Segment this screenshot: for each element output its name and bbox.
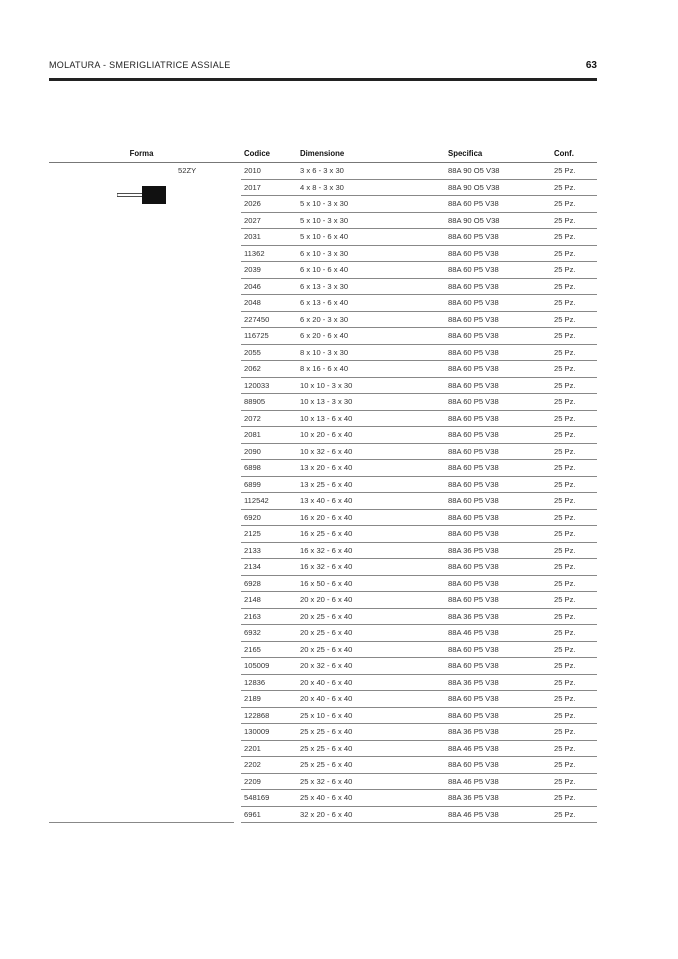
specifica-cell: 88A 60 P5 V38 (445, 493, 551, 510)
codice-cell: 116725 (241, 328, 297, 345)
conf-cell: 25 Pz. (551, 757, 597, 774)
conf-cell: 25 Pz. (551, 707, 597, 724)
conf-cell: 25 Pz. (551, 179, 597, 196)
forma-cell (49, 163, 234, 823)
conf-cell: 25 Pz. (551, 575, 597, 592)
conf-cell: 25 Pz. (551, 790, 597, 807)
codice-cell: 227450 (241, 311, 297, 328)
conf-cell: 25 Pz. (551, 344, 597, 361)
codice-cell: 112542 (241, 493, 297, 510)
conf-cell: 25 Pz. (551, 443, 597, 460)
specifica-cell: 88A 60 P5 V38 (445, 410, 551, 427)
conf-cell: 25 Pz. (551, 493, 597, 510)
dimensione-cell: 13 x 40 - 6 x 40 (297, 493, 445, 510)
conf-cell: 25 Pz. (551, 295, 597, 312)
codice-cell: 2090 (241, 443, 297, 460)
codice-cell: 120033 (241, 377, 297, 394)
dimensione-cell: 20 x 40 - 6 x 40 (297, 674, 445, 691)
column-header-codice: Codice (241, 146, 297, 163)
dimensione-cell: 5 x 10 - 3 x 30 (297, 196, 445, 213)
dimensione-cell: 16 x 50 - 6 x 40 (297, 575, 445, 592)
specifica-cell: 88A 60 P5 V38 (445, 509, 551, 526)
specifica-cell: 88A 46 P5 V38 (445, 625, 551, 642)
specifica-cell: 88A 60 P5 V38 (445, 245, 551, 262)
specifica-cell: 88A 60 P5 V38 (445, 394, 551, 411)
dimensione-cell: 8 x 10 - 3 x 30 (297, 344, 445, 361)
table-body (49, 163, 597, 823)
conf-cell: 25 Pz. (551, 542, 597, 559)
conf-cell: 25 Pz. (551, 641, 597, 658)
table-header-row (49, 146, 597, 163)
dimensione-cell: 25 x 32 - 6 x 40 (297, 773, 445, 790)
product-table (49, 146, 597, 823)
specifica-cell: 88A 60 P5 V38 (445, 311, 551, 328)
dimensione-cell: 13 x 20 - 6 x 40 (297, 460, 445, 477)
conf-cell: 25 Pz. (551, 509, 597, 526)
codice-cell: 2017 (241, 179, 297, 196)
section-title: MOLATURA - SMERIGLIATRICE ASSIALE (49, 60, 231, 70)
specifica-cell: 88A 60 P5 V38 (445, 196, 551, 213)
codice-cell: 11362 (241, 245, 297, 262)
dimensione-cell: 16 x 32 - 6 x 40 (297, 542, 445, 559)
specifica-cell: 88A 46 P5 V38 (445, 773, 551, 790)
specifica-cell: 88A 60 P5 V38 (445, 592, 551, 609)
codice-cell: 2027 (241, 212, 297, 229)
codice-cell: 2031 (241, 229, 297, 246)
codice-cell: 2062 (241, 361, 297, 378)
dimensione-cell: 6 x 10 - 6 x 40 (297, 262, 445, 279)
dimensione-cell: 6 x 10 - 3 x 30 (297, 245, 445, 262)
codice-cell: 6920 (241, 509, 297, 526)
specifica-cell: 88A 60 P5 V38 (445, 575, 551, 592)
dimensione-cell: 25 x 25 - 6 x 40 (297, 724, 445, 741)
conf-cell: 25 Pz. (551, 773, 597, 790)
dimensione-cell: 13 x 25 - 6 x 40 (297, 476, 445, 493)
codice-cell: 6899 (241, 476, 297, 493)
specifica-cell: 88A 60 P5 V38 (445, 526, 551, 543)
specifica-cell: 88A 60 P5 V38 (445, 443, 551, 460)
conf-cell: 25 Pz. (551, 740, 597, 757)
codice-cell: 6932 (241, 625, 297, 642)
dimensione-cell: 10 x 13 - 3 x 30 (297, 394, 445, 411)
conf-cell: 25 Pz. (551, 262, 597, 279)
specifica-cell: 88A 60 P5 V38 (445, 691, 551, 708)
codice-cell: 2010 (241, 163, 297, 180)
specifica-cell: 88A 60 P5 V38 (445, 559, 551, 576)
specifica-cell: 88A 60 P5 V38 (445, 757, 551, 774)
conf-cell: 25 Pz. (551, 377, 597, 394)
codice-cell: 2048 (241, 295, 297, 312)
specifica-cell: 88A 60 P5 V38 (445, 262, 551, 279)
dimensione-cell: 25 x 25 - 6 x 40 (297, 757, 445, 774)
dimensione-cell: 5 x 10 - 3 x 30 (297, 212, 445, 229)
page-number: 63 (585, 60, 597, 71)
conf-cell: 25 Pz. (551, 328, 597, 345)
conf-cell: 25 Pz. (551, 658, 597, 675)
codice-cell: 2072 (241, 410, 297, 427)
specifica-cell: 88A 60 P5 V38 (445, 658, 551, 675)
codice-cell: 2134 (241, 559, 297, 576)
codice-cell: 2133 (241, 542, 297, 559)
codice-cell: 2209 (241, 773, 297, 790)
dimensione-cell: 4 x 8 - 3 x 30 (297, 179, 445, 196)
dimensione-cell: 3 x 6 - 3 x 30 (297, 163, 445, 180)
codice-cell: 548169 (241, 790, 297, 807)
column-header-conf: Conf. (551, 146, 597, 163)
specifica-cell: 88A 60 P5 V38 (445, 361, 551, 378)
dimensione-cell: 25 x 10 - 6 x 40 (297, 707, 445, 724)
conf-cell: 25 Pz. (551, 806, 597, 823)
codice-cell: 2202 (241, 757, 297, 774)
dimensione-cell: 8 x 16 - 6 x 40 (297, 361, 445, 378)
codice-cell: 6928 (241, 575, 297, 592)
conf-cell: 25 Pz. (551, 625, 597, 642)
dimensione-cell: 16 x 25 - 6 x 40 (297, 526, 445, 543)
dimensione-cell: 10 x 20 - 6 x 40 (297, 427, 445, 444)
conf-cell: 25 Pz. (551, 427, 597, 444)
codice-cell: 2163 (241, 608, 297, 625)
conf-cell: 25 Pz. (551, 361, 597, 378)
codice-cell: 2039 (241, 262, 297, 279)
conf-cell: 25 Pz. (551, 592, 597, 609)
conf-cell: 25 Pz. (551, 410, 597, 427)
dimensione-cell: 25 x 40 - 6 x 40 (297, 790, 445, 807)
conf-cell: 25 Pz. (551, 608, 597, 625)
specifica-cell: 88A 90 O5 V38 (445, 212, 551, 229)
specifica-cell: 88A 36 P5 V38 (445, 542, 551, 559)
specifica-cell: 88A 46 P5 V38 (445, 806, 551, 823)
dimensione-cell: 25 x 25 - 6 x 40 (297, 740, 445, 757)
column-header-forma: Forma (49, 146, 234, 163)
specifica-cell: 88A 90 O5 V38 (445, 163, 551, 180)
codice-cell: 2165 (241, 641, 297, 658)
codice-cell: 2125 (241, 526, 297, 543)
conf-cell: 25 Pz. (551, 674, 597, 691)
conf-cell: 25 Pz. (551, 163, 597, 180)
specifica-cell: 88A 36 P5 V38 (445, 724, 551, 741)
mounted-point-cylinder-icon (117, 184, 169, 206)
specifica-cell: 88A 36 P5 V38 (445, 674, 551, 691)
specifica-cell: 88A 60 P5 V38 (445, 460, 551, 477)
codice-cell: 12836 (241, 674, 297, 691)
conf-cell: 25 Pz. (551, 691, 597, 708)
dimensione-cell: 6 x 13 - 6 x 40 (297, 295, 445, 312)
specifica-cell: 88A 60 P5 V38 (445, 641, 551, 658)
specifica-cell: 88A 60 P5 V38 (445, 229, 551, 246)
conf-cell: 25 Pz. (551, 278, 597, 295)
codice-cell: 2081 (241, 427, 297, 444)
codice-cell: 6898 (241, 460, 297, 477)
table-row (49, 163, 597, 180)
header-divider (49, 78, 597, 81)
specifica-cell: 88A 60 P5 V38 (445, 377, 551, 394)
conf-cell: 25 Pz. (551, 460, 597, 477)
specifica-cell: 88A 90 O5 V38 (445, 179, 551, 196)
codice-cell: 2201 (241, 740, 297, 757)
codice-cell: 2046 (241, 278, 297, 295)
dimensione-cell: 20 x 25 - 6 x 40 (297, 641, 445, 658)
conf-cell: 25 Pz. (551, 196, 597, 213)
conf-cell: 25 Pz. (551, 724, 597, 741)
codice-cell: 2055 (241, 344, 297, 361)
conf-cell: 25 Pz. (551, 212, 597, 229)
conf-cell: 25 Pz. (551, 311, 597, 328)
specifica-cell: 88A 46 P5 V38 (445, 740, 551, 757)
conf-cell: 25 Pz. (551, 476, 597, 493)
conf-cell: 25 Pz. (551, 229, 597, 246)
dimensione-cell: 20 x 20 - 6 x 40 (297, 592, 445, 609)
conf-cell: 25 Pz. (551, 245, 597, 262)
codice-cell: 88905 (241, 394, 297, 411)
specifica-cell: 88A 36 P5 V38 (445, 790, 551, 807)
conf-cell: 25 Pz. (551, 559, 597, 576)
dimensione-cell: 20 x 25 - 6 x 40 (297, 608, 445, 625)
dimensione-cell: 6 x 20 - 3 x 30 (297, 311, 445, 328)
specifica-cell: 88A 60 P5 V38 (445, 328, 551, 345)
codice-cell: 130009 (241, 724, 297, 741)
specifica-cell: 88A 60 P5 V38 (445, 344, 551, 361)
specifica-cell: 88A 60 P5 V38 (445, 427, 551, 444)
shank-shape (117, 194, 143, 197)
dimensione-cell: 20 x 32 - 6 x 40 (297, 658, 445, 675)
conf-cell: 25 Pz. (551, 526, 597, 543)
codice-cell: 105009 (241, 658, 297, 675)
dimensione-cell: 6 x 20 - 6 x 40 (297, 328, 445, 345)
page-header (49, 60, 597, 74)
dimensione-cell: 20 x 25 - 6 x 40 (297, 625, 445, 642)
dimensione-cell: 6 x 13 - 3 x 30 (297, 278, 445, 295)
conf-cell: 25 Pz. (551, 394, 597, 411)
dimensione-cell: 32 x 20 - 6 x 40 (297, 806, 445, 823)
dimensione-cell: 10 x 13 - 6 x 40 (297, 410, 445, 427)
dimensione-cell: 10 x 32 - 6 x 40 (297, 443, 445, 460)
dimensione-cell: 10 x 10 - 3 x 30 (297, 377, 445, 394)
specifica-cell: 88A 60 P5 V38 (445, 476, 551, 493)
column-header-specifica: Specifica (445, 146, 551, 163)
column-header-dimensione: Dimensione (297, 146, 445, 163)
specifica-cell: 88A 36 P5 V38 (445, 608, 551, 625)
codice-cell: 2189 (241, 691, 297, 708)
specifica-cell: 88A 60 P5 V38 (445, 707, 551, 724)
dimensione-cell: 5 x 10 - 6 x 40 (297, 229, 445, 246)
codice-cell: 2026 (241, 196, 297, 213)
codice-cell: 2148 (241, 592, 297, 609)
specifica-cell: 88A 60 P5 V38 (445, 278, 551, 295)
dimensione-cell: 20 x 40 - 6 x 40 (297, 691, 445, 708)
grinding-head-shape (142, 186, 166, 204)
specifica-cell: 88A 60 P5 V38 (445, 295, 551, 312)
dimensione-cell: 16 x 32 - 6 x 40 (297, 559, 445, 576)
forma-code: 52ZY (178, 166, 197, 175)
codice-cell: 6961 (241, 806, 297, 823)
codice-cell: 122868 (241, 707, 297, 724)
dimensione-cell: 16 x 20 - 6 x 40 (297, 509, 445, 526)
